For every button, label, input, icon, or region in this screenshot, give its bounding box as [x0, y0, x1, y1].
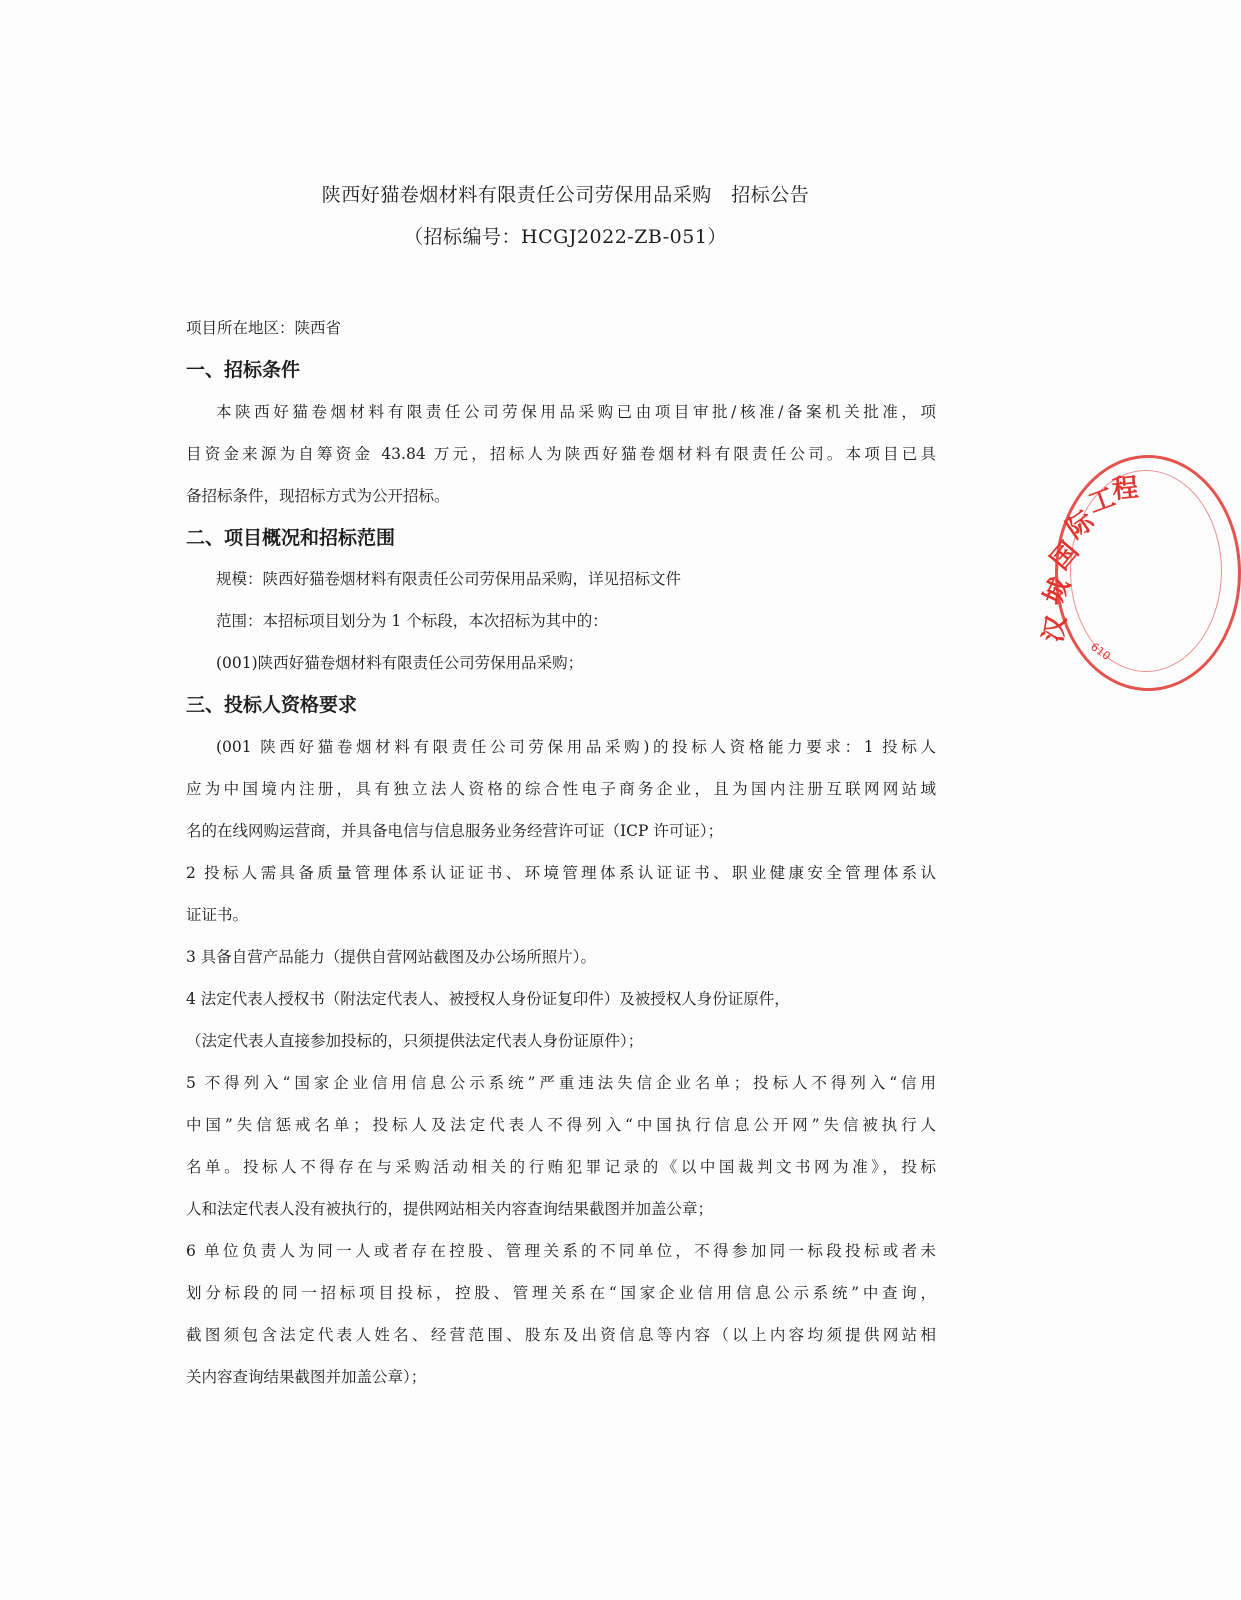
paragraph-line: 中国”失信惩戒名单；投标人及法定代表人不得列入“中国执行信息公开网”失信被执行人: [186, 1116, 936, 1134]
paragraph-line: 目资金来源为自筹资金 43.84 万元，招标人为陕西好猫卷烟材料有限责任公司。本项目已具: [186, 445, 936, 463]
section-heading-3: 三、投标人资格要求: [186, 694, 358, 716]
paragraph-line: 关内容查询结果截图并加盖公章）；: [186, 1368, 427, 1386]
seal-char: 工: [1084, 482, 1120, 520]
paragraph-line: 划分标段的同一招标项目投标，控股、管理关系在“国家企业信用信息公示系统”中查询，: [186, 1284, 936, 1302]
section-heading-2: 二、项目概况和招标范围: [186, 527, 396, 549]
paragraph-line: 名的在线网购运营商，并具备电信与信息服务业务经营许可证（ICP 许可证）；: [186, 822, 724, 840]
paragraph-line: 5 不得列入“国家企业信用信息公示系统”严重违法失信企业名单；投标人不得列入“信用: [186, 1074, 936, 1092]
document-title: 陕西好猫卷烟材料有限责任公司劳保用品采购 招标公告: [321, 184, 810, 206]
seal-char: 国: [1045, 536, 1085, 576]
tender-number: （招标编号：HCGJ2022-ZB-051）: [404, 226, 727, 248]
paragraph-line: (001 陕西好猫卷烟材料有限责任公司劳保用品采购)的投标人资格能力要求：1 投标人: [216, 738, 936, 756]
paragraph-line: 截图须包含法定代表人姓名、经营范围、股东及出资信息等内容（以上内容均须提供网站相: [186, 1326, 936, 1344]
paragraph-line: 名单。投标人不得存在与采购活动相关的行贿犯罪记录的《以中国裁判文书网为准》，投标: [186, 1158, 936, 1176]
seal-char: 程: [1110, 472, 1140, 506]
paragraph-line: 范围：本招标项目划分为 1 个标段，本次招标为其中的：: [216, 612, 608, 630]
paragraph-line: 本陕西好猫卷烟材料有限责任公司劳保用品采购已由项目审批/核准/备案机关批准，项: [216, 403, 936, 421]
paragraph-line: 3 具备自营产品能力（提供自营网站截图及办公场所照片）。: [186, 948, 597, 966]
seal-char: 汉: [1038, 613, 1073, 645]
paragraph-line: 人和法定代表人没有被执行的，提供网站相关内容查询结果截图并加盖公章；: [186, 1200, 714, 1218]
section-heading-1: 一、招标条件: [186, 359, 301, 381]
paragraph-line: 备招标条件，现招标方式为公开招标。: [186, 487, 450, 505]
paragraph-line: 规模：陕西好猫卷烟材料有限责任公司劳保用品采购，详见招标文件: [216, 570, 682, 588]
paragraph-line: 6 单位负责人为同一人或者存在控股、管理关系的不同单位，不得参加同一标段投标或者未: [186, 1242, 936, 1260]
seal-char: 城: [1038, 573, 1077, 610]
paragraph-line: 4 法定代表人授权书（附法定代表人、被授权人身份证复印件）及被授权人身份证原件，: [186, 990, 790, 1008]
paragraph-line: (001)陕西好猫卷烟材料有限责任公司劳保用品采购；: [216, 654, 584, 672]
seal-char: 际: [1061, 505, 1100, 546]
project-region: 项目所在地区：陕西省: [186, 319, 342, 337]
paragraph-line: （法定代表人直接参加投标的，只须提供法定代表人身份证原件）；: [186, 1032, 644, 1050]
paragraph-line: 应为中国境内注册，具有独立法人资格的综合性电子商务企业，且为国内注册互联网网站域: [186, 780, 936, 798]
seal-number: 610: [1088, 640, 1113, 663]
paragraph-line: 证证书。: [186, 906, 249, 924]
paragraph-line: 2 投标人需具备质量管理体系认证证书、环境管理体系认证证书、职业健康安全管理体系认: [186, 864, 936, 882]
